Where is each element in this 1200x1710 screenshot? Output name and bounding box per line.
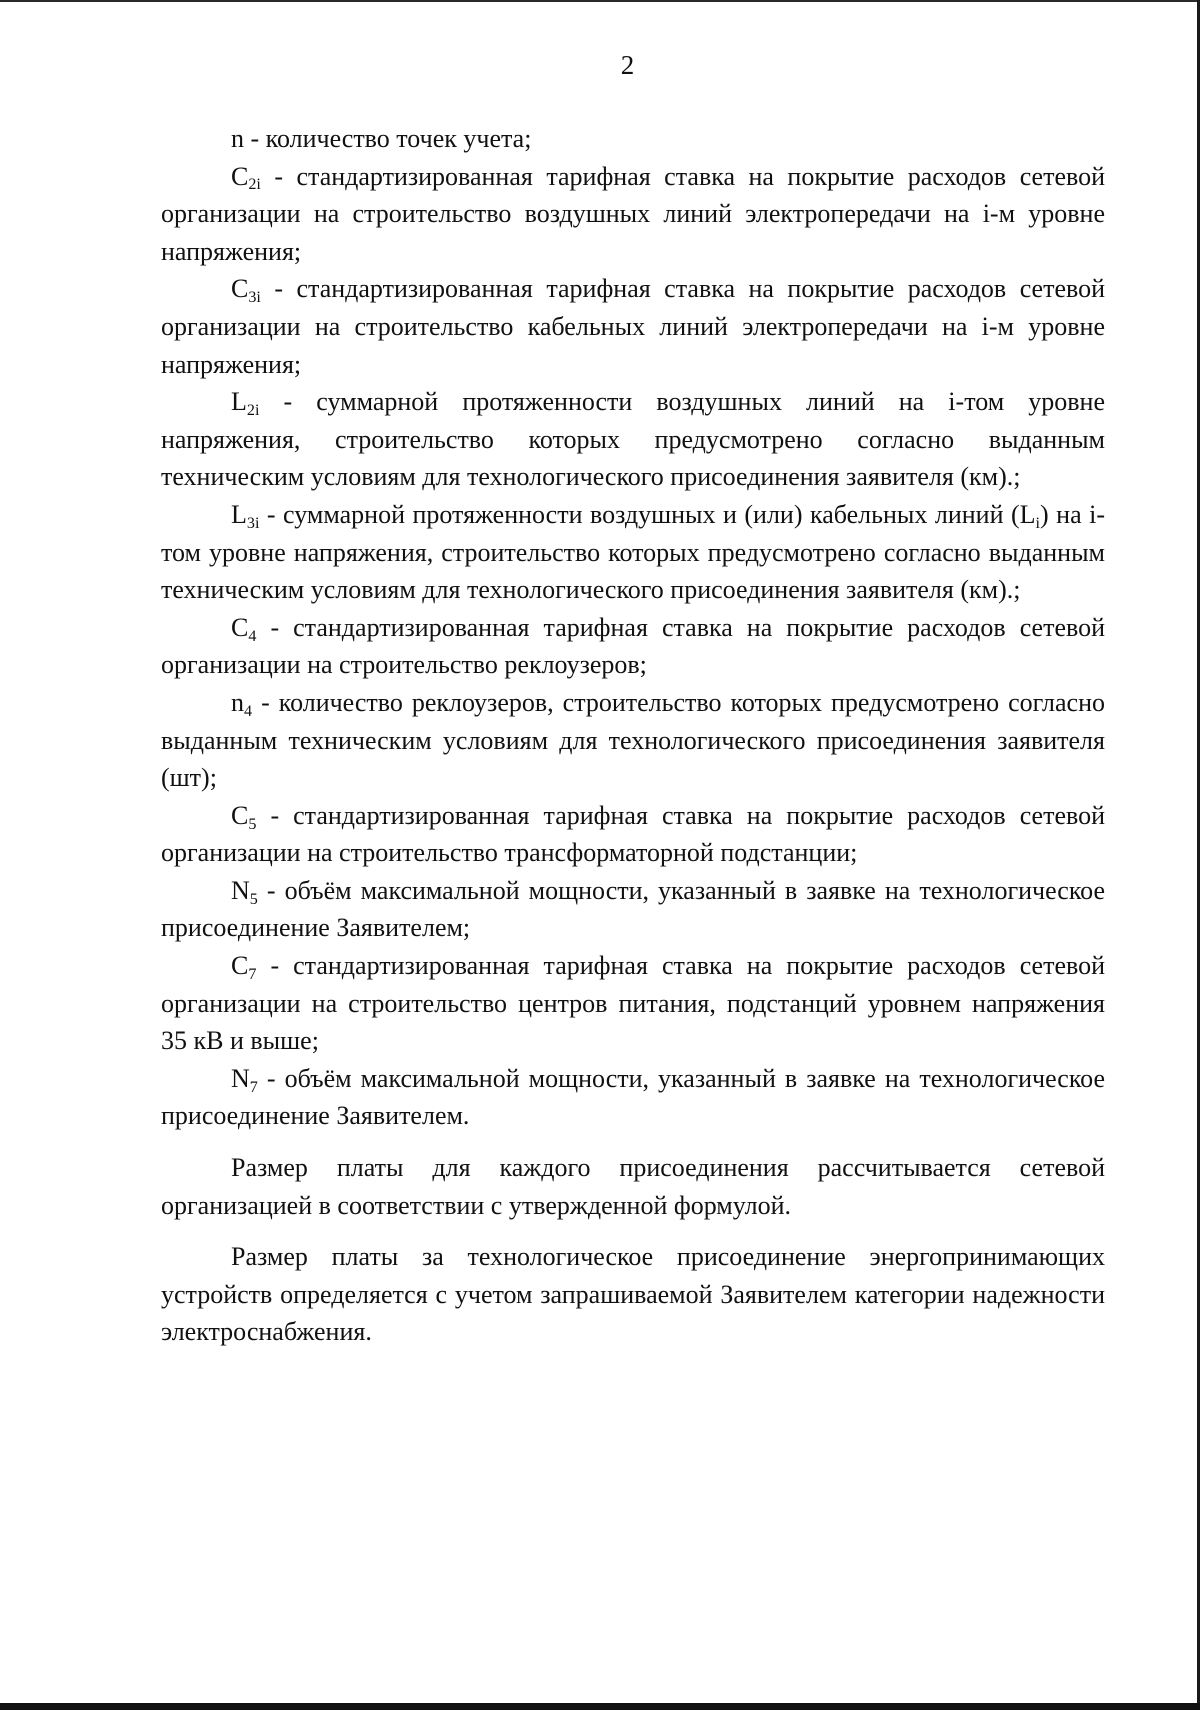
definition-n4 xyxy=(161,684,1105,797)
definition-text: - суммарной протяженности воздушных линий на i-том уровне напряжения, строительство которых предусмотрено согласно выданным техническим условиям для технологического присоединения заявителя (км).; xyxy=(161,387,1105,492)
symbol: $N_5$ xyxy=(231,875,258,908)
symbol: $L_{2i}$ xyxy=(231,387,260,419)
definition-c2i xyxy=(161,158,1105,271)
symbol: n xyxy=(231,124,244,153)
document-body xyxy=(161,120,1105,1351)
definition-text: - количество реклоузеров, строительство которых предусмотрено согласно выданным техническим условиям для технологического присоединения заявителя (шт); xyxy=(161,687,1105,793)
definition-text: - объём максимальной мощности, указанный в заявке на технологическое присоединение Заявителем. xyxy=(161,1063,1105,1131)
closing-paragraph: Размер платы за технологическое присоединение энергопринимающих устройств определяется с учетом запрашиваемой Заявителем категории надежности электроснабжения. xyxy=(161,1242,1105,1347)
symbol: $C_{3i}$ xyxy=(231,274,261,307)
definition-c5 xyxy=(161,797,1105,872)
symbol: $C_{2i}$ xyxy=(231,161,261,194)
definition-text: - суммарной протяженности воздушных и (или) кабельных линий (L xyxy=(259,499,1036,529)
symbol: $n_4$ xyxy=(231,687,253,720)
symbol: $L_{3i}$ xyxy=(231,499,260,532)
symbol: $C_7$ xyxy=(231,951,257,983)
definition-c3i xyxy=(161,270,1105,383)
scan-edge-top xyxy=(0,0,1200,2)
symbol: $C_5$ xyxy=(231,800,257,833)
definition-text: - стандартизированная тарифная ставка на покрытие расходов сетевой организации на строительство трансформаторной подстанции; xyxy=(161,800,1105,868)
definition-n5 xyxy=(161,872,1105,947)
closing-paragraph: Размер платы для каждого присоединения рассчитывается сетевой организацией в соответствии с утвержденной формулой. xyxy=(161,1153,1105,1220)
definition-text: - стандартизированная тарифная ставка на покрытие расходов сетевой организации на строительство кабельных линий электропередачи на i-м уровне напряжения; xyxy=(161,274,1105,379)
symbol: $C_4$ xyxy=(231,612,257,645)
definition-text: - объём максимальной мощности, указанный в заявке на технологическое присоединение Заявителем; xyxy=(161,875,1105,943)
definition-c4 xyxy=(161,609,1105,684)
definition-text: - стандартизированная тарифная ставка на покрытие расходов сетевой организации на строительство реклоузеров; xyxy=(161,612,1105,680)
definition-c7 xyxy=(161,947,1105,1060)
definition-text: - стандартизированная тарифная ставка на покрытие расходов сетевой организации на строительство воздушных линий электропередачи на i-м уровне напряжения; xyxy=(161,161,1105,266)
definition-n7 xyxy=(161,1060,1105,1135)
inline-subscript: i xyxy=(1035,514,1041,532)
scan-edge-bottom xyxy=(0,1703,1200,1710)
page-number: 2 xyxy=(620,50,635,80)
definition-text: - количество точек учета; xyxy=(244,124,532,153)
definition-text: - стандартизированная тарифная ставка на покрытие расходов сетевой организации на строительство центров питания, подстанций уровнем напряжения 35 кВ и выше; xyxy=(161,951,1105,1056)
definition-text-continued: ) на i-том уровне напряжения, строительство которых предусмотрено согласно выданным техническим условиям для технологического присоединения заявителя (км).; xyxy=(161,499,1105,605)
definition-n xyxy=(161,120,1105,158)
definition-l2i xyxy=(161,383,1105,496)
symbol: $N_7$ xyxy=(231,1063,258,1096)
definition-l3i xyxy=(161,496,1105,609)
